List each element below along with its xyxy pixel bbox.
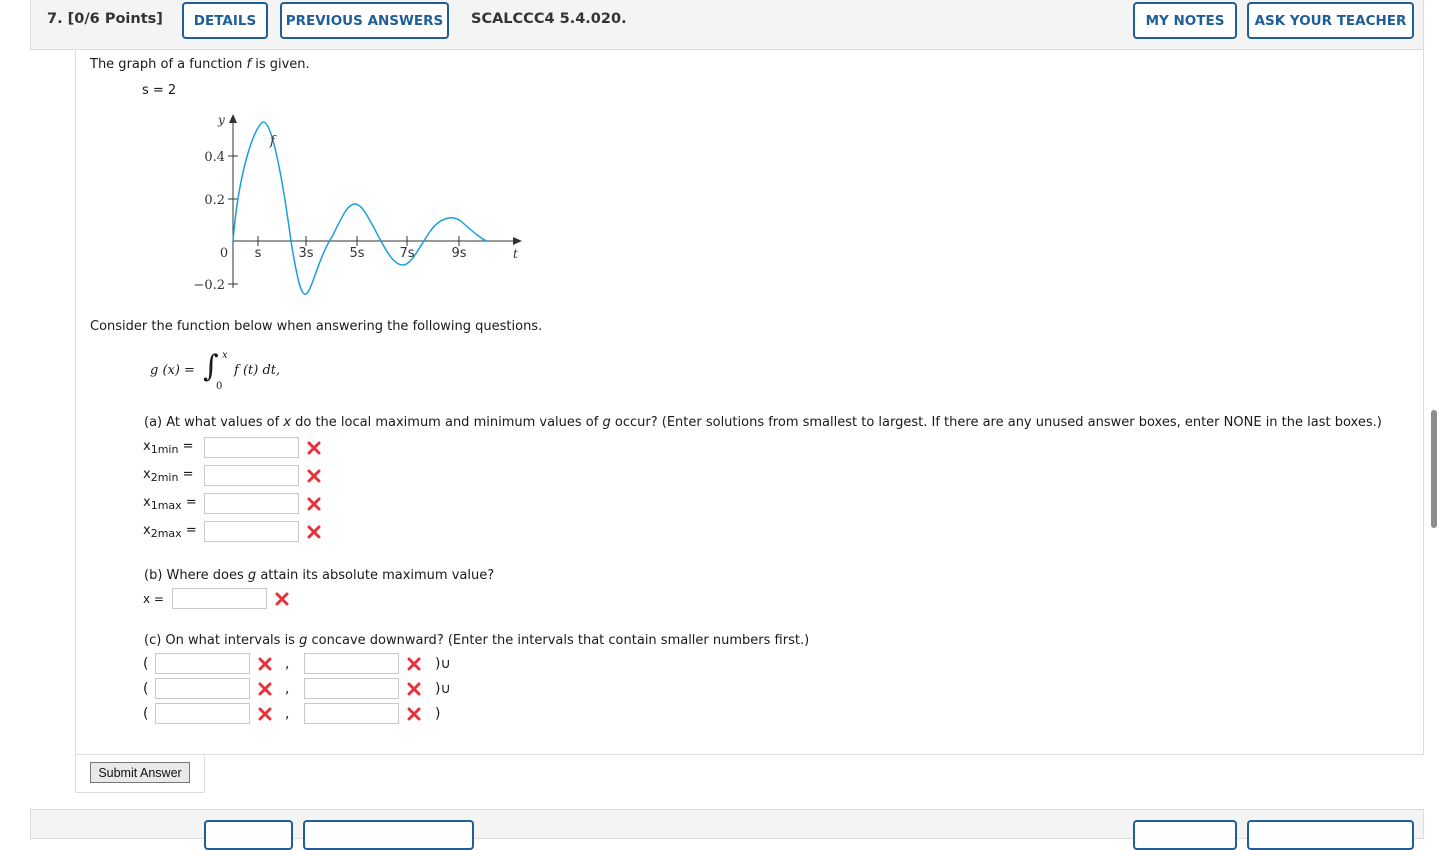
answer-label: $x_{2min}$ = [143, 467, 194, 484]
incorrect-icon [307, 525, 321, 539]
my-notes-button[interactable]: MY NOTES [1133, 2, 1237, 39]
incorrect-icon [275, 592, 289, 606]
next-question-header [30, 809, 1424, 839]
union-close: )∪ [435, 655, 451, 672]
ask-your-teacher-button[interactable]: ASK YOUR TEACHER [1247, 2, 1414, 39]
x-tick-label: 3s [298, 246, 314, 261]
details-button[interactable]: DETAILS [182, 2, 268, 39]
question-header [30, 0, 1424, 50]
x2min-input[interactable] [204, 465, 299, 486]
previous-answers-button[interactable]: PREVIOUS ANSWERS [280, 2, 449, 39]
x-axis-label: t [513, 247, 518, 261]
incorrect-icon [258, 707, 272, 721]
next-details-button[interactable] [204, 820, 293, 850]
next-previous-answers-button[interactable] [303, 820, 474, 850]
open-paren: ( [143, 680, 149, 697]
interval-row-2 [143, 678, 451, 699]
answer-row-x1min [143, 437, 321, 458]
open-paren: ( [143, 705, 149, 722]
interval-1-start-input[interactable] [155, 653, 250, 674]
answer-label: $x_{1min}$ = [143, 439, 194, 456]
s-value: s = 2 [142, 83, 177, 98]
incorrect-icon [407, 707, 421, 721]
points-label: [0/6 Points] [67, 11, 163, 27]
y-tick-label: −0.2 [193, 278, 225, 293]
x-tick-label: 7s [399, 246, 415, 261]
answer-row-x1max [143, 493, 321, 514]
interval-1-end-input[interactable] [304, 653, 399, 674]
answer-row-abs-max [143, 588, 289, 609]
submit-container [75, 754, 205, 793]
answer-row-x2min [143, 465, 321, 486]
comma: , [285, 655, 290, 672]
comma: , [285, 680, 290, 697]
interval-2-start-input[interactable] [155, 678, 250, 699]
origin-label: 0 [219, 246, 229, 261]
incorrect-icon [407, 682, 421, 696]
next-ask-teacher-button[interactable] [1247, 820, 1414, 850]
x-axis-arrow [513, 237, 522, 245]
x1max-input[interactable] [204, 493, 299, 514]
function-graph [185, 108, 530, 304]
incorrect-icon [307, 469, 321, 483]
incorrect-icon [258, 657, 272, 671]
part-c-question: (c) On what intervals is g concave downward? (Enter the intervals that contain smaller numbers first.) [144, 633, 810, 648]
y-axis-arrow [229, 114, 237, 123]
submit-answer-button[interactable]: Submit Answer [90, 762, 190, 783]
x2max-input[interactable] [204, 521, 299, 542]
integral-sign: ∫ [203, 349, 219, 384]
vertical-scrollbar[interactable] [1431, 410, 1437, 528]
incorrect-icon [307, 441, 321, 455]
incorrect-icon [258, 682, 272, 696]
integral-formula: g (x) = ∫ x 0 f (t) dt, [150, 349, 281, 392]
answer-label: $x_{2max}$ = [143, 523, 197, 540]
x1min-input[interactable] [204, 437, 299, 458]
question-number: 7. [0/6 Points] [47, 11, 163, 27]
incorrect-icon [307, 497, 321, 511]
open-paren: ( [143, 655, 149, 672]
intro-text: The graph of a function f is given. [90, 57, 310, 72]
x-tick-label: 9s [451, 246, 467, 261]
answer-row-x2max [143, 521, 321, 542]
interval-2-end-input[interactable] [304, 678, 399, 699]
curve-label: f [270, 134, 275, 149]
problem-code: SCALCCC4 5.4.020. [471, 11, 627, 27]
comma: , [285, 705, 290, 722]
y-tick-label: 0.2 [204, 193, 225, 208]
x-tick-label: 5s [349, 246, 365, 261]
answer-label: $x_{1max}$ = [143, 495, 197, 512]
interval-row-1 [143, 653, 451, 674]
interval-row-3 [143, 703, 440, 724]
part-b-question: (b) Where does g attain its absolute maximum value? [144, 568, 495, 583]
abs-max-input[interactable] [172, 588, 267, 609]
next-my-notes-button[interactable] [1133, 820, 1237, 850]
answer-label: x = [143, 591, 164, 606]
interval-3-end-input[interactable] [304, 703, 399, 724]
consider-text: Consider the function below when answering the following questions. [90, 319, 543, 334]
x-tick-label: s [254, 246, 262, 261]
final-close-paren: ) [435, 705, 441, 722]
union-close: )∪ [435, 680, 451, 697]
part-a-question: (a) At what values of x do the local maximum and minimum values of g occur? (Enter solutions from smallest to largest. If there are any unused answer boxes, enter NONE in the last boxes.) [144, 415, 1382, 430]
y-tick-label: 0.4 [204, 150, 225, 165]
interval-3-start-input[interactable] [155, 703, 250, 724]
incorrect-icon [407, 657, 421, 671]
y-axis-label: y [218, 113, 225, 127]
